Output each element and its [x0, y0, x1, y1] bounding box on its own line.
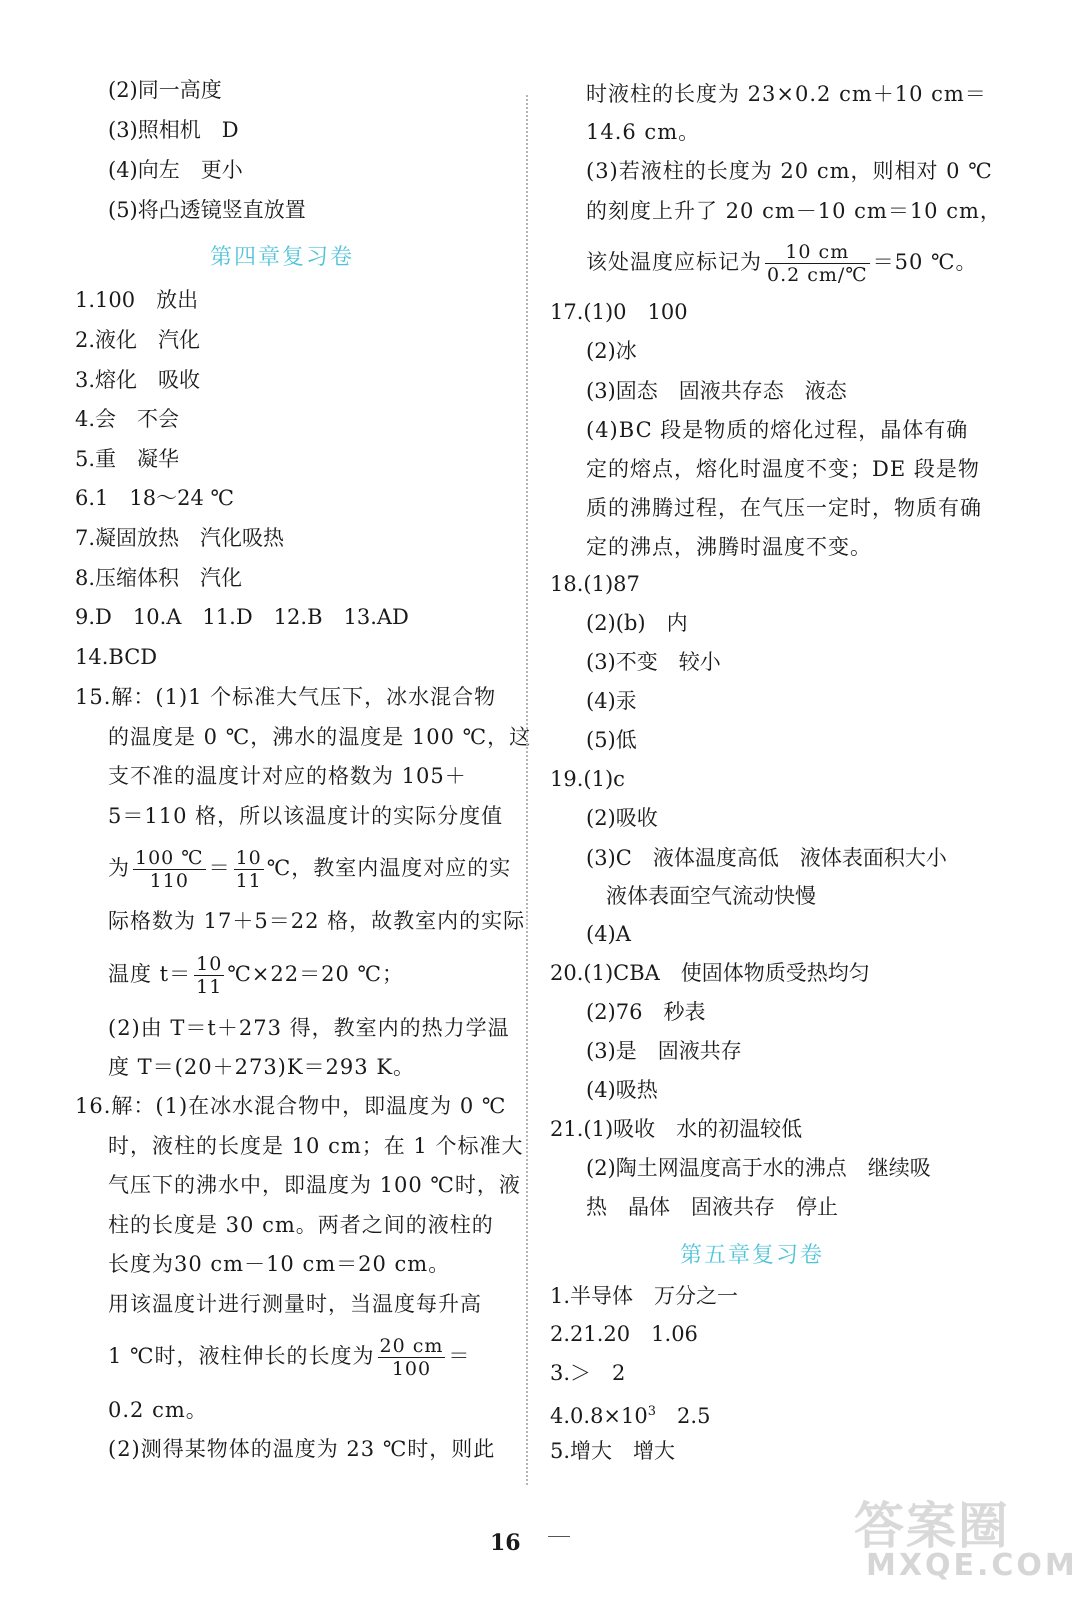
answer-line: 4.会 不会	[75, 407, 180, 431]
solution-line: 气压下的沸水中，即温度为 100 ℃时，液	[108, 1173, 521, 1197]
solution-line: 的温度是 0 ℃，沸水的温度是 100 ℃，这	[108, 725, 532, 749]
answer-line: (3)固态 固液共存态 液态	[586, 379, 847, 403]
fraction	[194, 954, 224, 997]
denominator: 100	[391, 1358, 432, 1380]
solution-line: 际格数为 17＋5＝22 格，故教室内的实际	[108, 909, 526, 933]
answer-line: (2)同一高度	[108, 78, 222, 102]
answer-line: (3)照相机 D	[108, 118, 239, 142]
answer-line: 液体表面空气流动快慢	[606, 884, 816, 908]
denominator: 11	[235, 870, 262, 892]
answer-line: (4)汞	[586, 689, 637, 713]
page-number-dash	[548, 1536, 570, 1537]
column-divider	[526, 95, 528, 1485]
watermark-text-top: 答案圈	[854, 1497, 1010, 1555]
answer-line: (2)吸收	[586, 806, 658, 830]
answer-line: (3)C 液体温度高低 液体表面积大小	[586, 846, 947, 870]
solution-line-fraction	[108, 846, 511, 891]
answer-line: 热 晶体 固液共存 停止	[586, 1195, 838, 1219]
solution-line: 0.2 cm。	[108, 1398, 208, 1422]
solution-line-fraction	[108, 952, 404, 997]
solution-line: 16.解：(1)在冰水混合物中，即温度为 0 ℃	[75, 1094, 507, 1118]
answer-line: (5)低	[586, 728, 637, 752]
text: 2.5	[656, 1404, 711, 1428]
solution-line: 长度为30 cm－10 cm＝20 cm。	[108, 1252, 451, 1276]
section-heading-chapter-4: 第四章复习卷	[210, 245, 355, 270]
answer-line: 17.(1)0 100	[550, 300, 688, 324]
denominator: 0.2 cm/℃	[767, 264, 868, 286]
answer-line: (2)(b) 内	[586, 611, 688, 635]
answer-line: (4)A	[586, 922, 631, 946]
answer-line: 2.液化 汽化	[75, 328, 201, 352]
answer-line: (4)BC 段是物质的熔化过程，晶体有确	[586, 418, 969, 442]
solution-line: 时液柱的长度为 23×0.2 cm＋10 cm＝	[586, 82, 987, 106]
text: ＝	[208, 856, 231, 880]
solution-line: 5＝110 格，所以该温度计的实际分度值	[108, 804, 504, 828]
numerator: 100 ℃	[135, 847, 204, 869]
answer-line: (4)吸热	[586, 1078, 658, 1102]
watermark-logo	[846, 1486, 1078, 1594]
solution-line: 14.6 cm。	[586, 120, 701, 144]
numerator: 20 cm	[379, 1335, 444, 1357]
page-number: 16	[490, 1530, 521, 1556]
answer-line: 3.熔化 吸收	[75, 368, 201, 392]
text: 1 ℃时，液柱伸长的长度为	[108, 1344, 375, 1368]
numerator: 10 cm	[765, 242, 870, 264]
answer-line: (3)是 固液共存	[586, 1039, 742, 1063]
fraction	[765, 242, 870, 285]
answer-line: 9.D 10.A 11.D 12.B 13.AD	[75, 605, 409, 629]
fraction	[133, 848, 206, 891]
solution-line: (2)测得某物体的温度为 23 ℃时，则此	[108, 1437, 496, 1461]
solution-line: 支不准的温度计对应的格数为 105＋	[108, 764, 467, 788]
text: ℃，教室内温度对应的实	[266, 856, 512, 880]
answer-line: (4)向左 更小	[108, 158, 243, 182]
answer-line: 5.重 凝华	[75, 447, 180, 471]
fraction	[378, 1336, 446, 1379]
section-heading-chapter-5: 第五章复习卷	[680, 1243, 825, 1268]
answer-line: 1.100 放出	[75, 288, 199, 312]
answer-line: 质的沸腾过程，在气压一定时，物质有确	[586, 496, 982, 520]
text: 该处温度应标记为	[586, 250, 762, 274]
watermark-text-bottom: MXQE.COM	[866, 1548, 1078, 1583]
solution-line: 15.解：(1)1 个标准大气压下，冰水混合物	[75, 685, 497, 709]
answer-line: 3.＞ 2	[550, 1361, 626, 1385]
numerator: 10	[196, 953, 223, 975]
answer-line: 19.(1)c	[550, 767, 625, 791]
solution-line: 的刻度上升了 20 cm－10 cm＝10 cm，	[586, 199, 1002, 223]
answer-line: 18.(1)87	[550, 572, 640, 596]
text: 为	[108, 856, 130, 880]
denominator: 11	[196, 976, 223, 998]
text: 4.0.8×10	[550, 1404, 648, 1428]
answer-line: (3)不变 较小	[586, 650, 721, 674]
solution-line: (3)若液柱的长度为 20 cm，则相对 0 ℃	[586, 159, 993, 183]
solution-line: 时，液柱的长度是 10 cm；在 1 个标准大	[108, 1134, 524, 1158]
answer-line: 6.1 18～24 ℃	[75, 486, 235, 510]
answer-line: 2.21.20 1.06	[550, 1322, 698, 1346]
denominator: 110	[149, 870, 189, 892]
answer-line: 8.压缩体积 汽化	[75, 566, 243, 590]
answer-line: 1.半导体 万分之一	[550, 1284, 739, 1308]
solution-line: 柱的长度是 30 cm。两者之间的液柱的	[108, 1213, 494, 1237]
answer-line	[550, 1398, 710, 1430]
answer-line: (2)76 秒表	[586, 1000, 706, 1024]
solution-line: 度 T＝(20＋273)K＝293 K。	[108, 1055, 416, 1079]
text: ＝	[448, 1344, 471, 1368]
answer-line: (2)冰	[586, 339, 637, 363]
answer-line: 20.(1)CBA 使固体物质受热均匀	[550, 961, 870, 985]
text: 温度 t＝	[108, 962, 192, 986]
answer-line: 14.BCD	[75, 645, 158, 669]
solution-line-fraction	[586, 240, 977, 285]
answer-line: 7.凝固放热 汽化吸热	[75, 526, 285, 550]
numerator: 10	[235, 847, 262, 869]
solution-line: (2)由 T＝t＋273 得，教室内的热力学温	[108, 1016, 510, 1040]
answer-line: (2)陶土网温度高于水的沸点 继续吸	[586, 1156, 931, 1180]
answer-line: 21.(1)吸收 水的初温较低	[550, 1117, 803, 1141]
answer-line: 定的熔点，熔化时温度不变；DE 段是物	[586, 457, 980, 481]
solution-line-fraction	[108, 1334, 470, 1379]
answer-line: (5)将凸透镜竖直放置	[108, 198, 306, 222]
superscript: 3	[647, 1404, 657, 1419]
fraction	[234, 848, 264, 891]
answer-line: 定的沸点，沸腾时温度不变。	[586, 535, 872, 559]
text: ℃×22＝20 ℃；	[227, 962, 405, 986]
text: ＝50 ℃。	[872, 250, 978, 274]
answer-line: 5.增大 增大	[550, 1439, 676, 1463]
solution-line: 用该温度计进行测量时，当温度每升高	[108, 1292, 482, 1316]
